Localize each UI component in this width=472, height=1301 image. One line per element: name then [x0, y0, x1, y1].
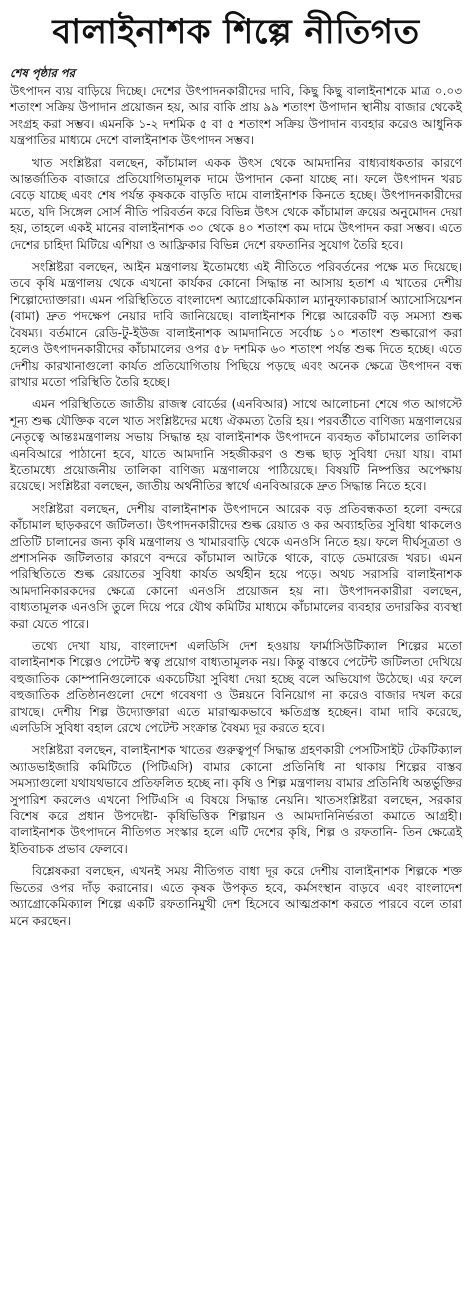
continued-label: শেষ পৃষ্ঠার পর — [10, 66, 75, 80]
article-paragraph: খাত সংশ্লিষ্টরা বলছেন, কাঁচামাল একক উৎস থেকে আমদানির বাধ্যবাধকতার কারণে আন্তর্জাতিক বাজারে প্রতিযোগিতামূলক দামে উপাদান কেনা যাচ্ছে না। ফলে উৎপাদন খরচ বেড়ে যাচ্ছে এবং শেষ পর্যন্ত কৃষককে বাড়তি দামে বালাইনাশক কিনতে হচ্ছে। উৎপাদনকারীদের মতে, যদি সিঙ্গেল সোর্স নীতি পরিবর্তন করে বিভিন্ন উৎস থেকে কাঁচামাল ক্রয়ের অনুমোদন দেয়া হয়, তাহলে একই মানের বালাইনাশক ৩০ থেকে ৪০ শতাংশ কম দামে উৎপাদন করা সম্ভব। এতে দেশের চাহিদা মিটিয়ে এশিয়া ও আফ্রিকার বিভিন্ন দেশে রফতানির সুযোগ তৈরি হবে। — [10, 155, 462, 252]
article-paragraph: উৎপাদন ব্যয় বাড়িয়ে দিচ্ছে। দেশের উৎপাদনকারীদের দাবি, কিছু কিছু বালাইনাশকে মাত্র ০.০৩ শতাংশ সক্রিয় উপাদান প্রয়োজন হয়, আর বাকি প্রায় ৯৯ শতাংশ উপাদান স্থানীয় বাজার থেকেই সংগ্রহ করা সম্ভব। এমনকি ১-২ দশমিক ৫ বা ৫ শতাংশ সক্রিয় উপাদান ব্যবহার করেও আধুনিক যন্ত্রপাতির মাধ্যমে দেশে বালাইনাশক উৎপাদন সম্ভব। — [10, 84, 462, 148]
headline: বালাইনাশক শিল্পে নীতিগত — [52, 12, 420, 52]
article-paragraph: তথ্যে দেখা যায়, বাংলাদেশ এলডিসি দেশ হওয়ায় ফার্মাসিউটিক্যাল শিল্পের মতো বালাইনাশক শিল্পেও পেটেন্ট স্বত্ব প্রয়োগ বাধ্যতামূলক নয়। কিন্তু বাস্তবে পেটেন্ট জটিলতা দেখিয়ে বহুজাতিক কোম্পানিগুলোকে একচেটিয়া সুবিধা দেয়া হচ্ছে বলে অভিযোগ উঠেছে। এর ফলে বহুজাতিক প্রতিষ্ঠানগুলো দেশে গবেষণা ও উন্নয়নে বিনিয়োগ না করেও বাজার দখল করে রাখছে। দেশীয় শিল্প উদ্যোক্তারা এতে মারাত্মকভাবে ক্ষতিগ্রস্ত হচ্ছেন। বামা দাবি করেছে, এলডিসি সুবিধা বহাল রেখে পেটেন্ট সংক্রান্ত বৈষম্য দূর করতে হবে। — [10, 639, 462, 736]
article-body — [10, 83, 462, 929]
article-paragraph: সংশ্লিষ্টরা বলছেন, বালাইনাশক খাতের গুরুত্বপূর্ণ সিদ্ধান্ত গ্রহণকারী পেসটিসাইট টেকটিক্যাল অ্যাডভাইজারি কমিটিতে (পিটিএসি) বামার কোনো প্রতিনিধি না থাকায় শিল্পের বাস্তব সমস্যাগুলো যথাযথভাবে প্রতিফলিত হচ্ছে না। কৃষি ও শিল্প মন্ত্রণালয় বামার প্রতিনিধি অন্তর্ভুক্তির সুপারিশ করলেও এখনো পিটিএসি এ বিষয়ে সিদ্ধান্ত নেয়নি। খাতসংশ্লিষ্টরা বলছেন, সরকার বিশেষ করে প্রধান উপদেষ্টা- কৃষিভিত্তিক শিল্পায়ন ও আমদানিনির্ভরতা কমাতে আগ্রহী। বালাইনাশক উৎপাদনে নীতিগত সংস্কার হলে এটি দেশের কৃষি, শিল্প ও রফতানি- তিন ক্ষেত্রেই ইতিবাচক প্রভাব ফেলবে। — [10, 743, 462, 856]
article-paragraph: সংশ্লিষ্টরা বলছেন, আইন মন্ত্রণালয় ইতোমধ্যে এই নীতিতে পরিবর্তনের পক্ষে মত দিয়েছে। তবে কৃষি মন্ত্রণালয় থেকে এখনো কার্যকর কোনো সিদ্ধান্ত না আসায় হতাশ এ খাতের দেশীয় শিল্পোদ্যোক্তারা। এমন পরিস্থিতিতে বাংলাদেশ অ্যাগ্রোকেমিক্যাল ম্যানুফ্যাকচারার্স অ্যাসোসিয়েশন (বামা) দ্রুত পদক্ষেপ নেয়ার দাবি জানিয়েছে। বালাইনাশক শিল্পে আরেকটি বড় সমস্যা শুল্ক বৈষম্য। বর্তমানে রেডি-টু-ইউজ বালাইনাশক আমদানিতে সর্বোচ্চ ১০ শতাংশ শুল্কারোপ করা হলেও উৎপাদনকারীদের কাঁচামালের ওপর ৫৮ দশমিক ৬০ শতাংশ পর্যন্ত শুল্ক দিতে হচ্ছে। এতে দেশীয় কারখানাগুলো কার্যত প্রতিযোগিতায় পিছিয়ে পড়ছে এবং অনেক ক্ষেত্রে উৎপাদন বন্ধ রাখার মতো পরিস্থিতি তৈরি হচ্ছে। — [10, 260, 462, 389]
article-paragraph: সংশ্লিষ্টরা বলছেন, দেশীয় বালাইনাশক উৎপাদনে আরেক বড় প্রতিবন্ধকতা হলো বন্দরে কাঁচামাল ছাড়করণে জটিলতা। উৎপাদনকারীদের শুল্ক রেয়াত ও কর অব্যাহতির সুবিধা থাকলেও প্রতিটি চালানের জন্য কৃষি মন্ত্রণালয় ও খামারবাড়ি থেকে এনওসি নিতে হয়। ফলে দীর্ঘসূত্রতা ও প্রশাসনিক জটিলতার কারণে বন্দরে কাঁচামাল আটকে থাকে, বাড়ে ডেমারেজ খরচ। এমন পরিস্থিতিতে শুল্ক রেয়াতের সুবিধা কার্যত অর্থহীন হয়ে পড়ে। অথচ সরাসরি বালাইনাশক আমদানিকারকদের ক্ষেত্রে কোনো এনওসি প্রয়োজন হয় না। উৎপাদনকারীরা বলছেন, বাধ্যতামূলক এনওসি তুলে দিয়ে পরে যৌথ কমিটির মাধ্যমে কাঁচামালের ব্যবহার তদারকির ব্যবস্থা করা যেতে পারে। — [10, 501, 462, 631]
article-paragraph: বিশ্লেষকরা বলছেন, এখনই সময় নীতিগত বাধা দূর করে দেশীয় বালাইনাশক শিল্পকে শক্ত ভিতের ওপর দাঁড় করানোর। এতে কৃষক উপকৃত হবে, কর্মসংস্থান বাড়বে এবং বাংলাদেশ অ্যাগ্রোকেমিক্যাল শিল্পে একটি রফতানিমুখী দেশ হিসেবে আত্মপ্রকাশ করতে পারবে বলে তারা মনে করছেন। — [10, 864, 462, 928]
article-paragraph: এমন পরিস্থিতিতে জাতীয় রাজস্ব বোর্ডের (এনবিআর) সাথে আলোচনা শেষে গত আগস্টে শূন্য শুল্ক যৌক্তিক বলে খাত সংশ্লিষ্টদের মধ্যে ঐকমত্য তৈরি হয়। পরবর্তীতে বাণিজ্য মন্ত্রণালয়ের নেতৃত্বে আন্তঃমন্ত্রণালয় সভায় সিদ্ধান্ত হয় বালাইনাশক উৎপাদনে ব্যবহৃত কাঁচামালের তালিকা এনবিআরে পাঠানো হবে, যাতে আমদানি সহজীকরণ ও শুল্ক ছাড় সুবিধা দেয়া যায়। বামা ইতোমধ্যে প্রয়োজনীয় তালিকা বাণিজ্য মন্ত্রণালয়ে পাঠিয়েছে। বিষয়টি নিষ্পত্তির অপেক্ষায় রয়েছে। সংশ্লিষ্টরা বলছেন, জাতীয় অর্থনীতির স্বার্থে এনবিআরকে দ্রুত সিদ্ধান্ত নিতে হবে। — [10, 397, 462, 494]
